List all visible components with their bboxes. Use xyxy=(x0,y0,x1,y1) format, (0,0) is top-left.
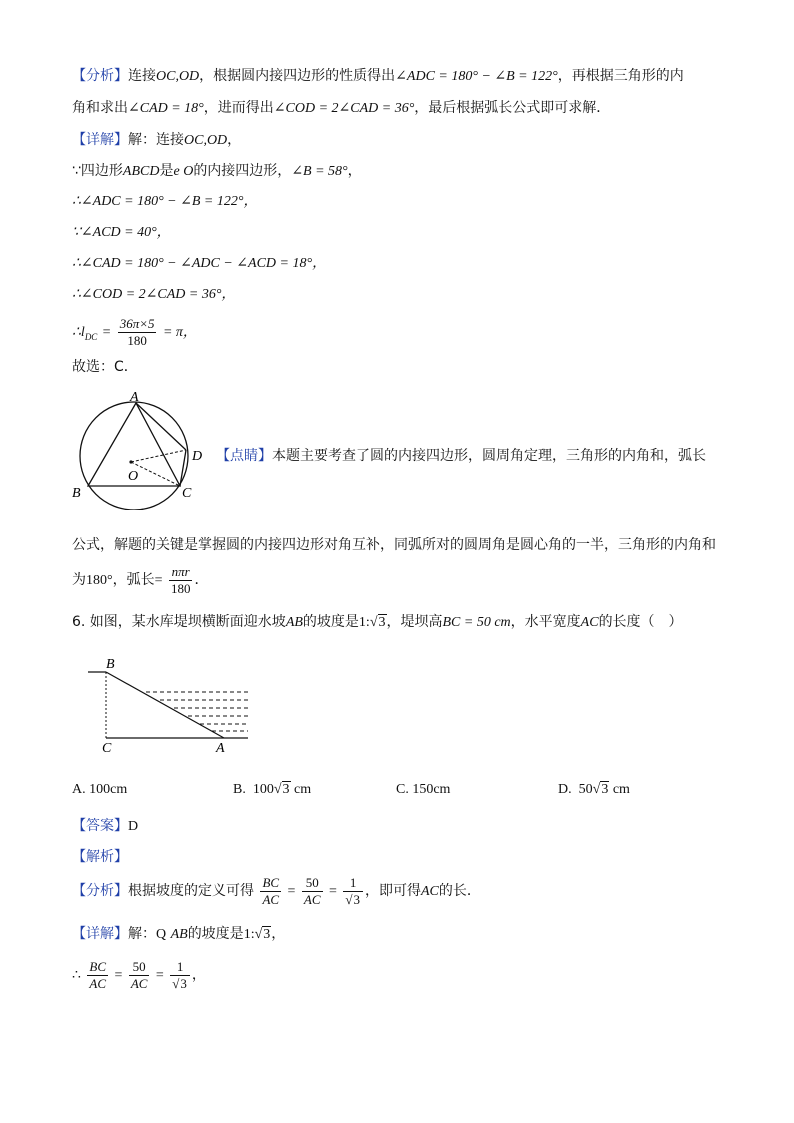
fraction-1-sqrt3 xyxy=(170,959,190,992)
equals: = xyxy=(155,968,164,983)
math-circle-o: e O xyxy=(173,164,194,179)
analysis-tag: 【分析】 xyxy=(72,68,128,84)
answer-tag: 【答案】 xyxy=(72,818,128,834)
option-b[interactable]: B. 100√3 cm xyxy=(233,782,312,797)
math-bc: BC = 50 cm xyxy=(442,615,511,630)
numerator: 1 xyxy=(170,959,190,976)
answer-value: D xyxy=(128,819,139,834)
because-symbol: Q xyxy=(156,927,167,942)
text: ，最后根据弧长公式即可求解． xyxy=(414,100,611,116)
slope-ab xyxy=(106,672,224,738)
fraction-denominator: 180 xyxy=(127,332,147,348)
denominator: √3 xyxy=(345,891,360,907)
math-180: 180° xyxy=(86,573,113,588)
equals: = xyxy=(328,884,337,899)
math-angle-b: ∠B = 58° xyxy=(291,164,348,179)
math-oc-od: OC,OD xyxy=(184,133,228,148)
text: 的长． xyxy=(438,883,481,899)
text: ，根据圆内接四边形的性质得出 xyxy=(199,68,396,84)
option-sqrt: 3 xyxy=(282,782,290,797)
label-c: C xyxy=(182,486,192,501)
line-od xyxy=(131,450,186,462)
text: 根据坡度的定义可得 xyxy=(128,883,254,899)
text: ， xyxy=(271,926,286,942)
text: 6. 如图，某水库堤坝横断面迎水坡 xyxy=(72,614,286,630)
label-b: B xyxy=(106,657,115,672)
text: ，堤坝高 xyxy=(386,614,443,630)
analysis-line-1 xyxy=(72,66,684,87)
therefore-sign: ∴ xyxy=(72,325,81,340)
option-a[interactable]: A. 100cm xyxy=(72,782,128,797)
math-ac: AC xyxy=(420,884,439,899)
option-value: 50 xyxy=(578,782,593,797)
text: 的坡度是 xyxy=(187,926,244,942)
label-a: A xyxy=(216,741,225,756)
arc-subscript: DC xyxy=(84,331,98,342)
option-unit: cm xyxy=(612,782,630,797)
math-ac: AC xyxy=(580,615,599,630)
numerator: BC xyxy=(89,958,106,974)
equals: = xyxy=(287,884,296,899)
math-ab: AB xyxy=(285,615,303,630)
fraction-50-ac xyxy=(129,959,150,992)
label-d: D xyxy=(192,449,203,464)
text: 连接 xyxy=(128,68,156,84)
answer-line xyxy=(72,816,138,837)
detail-line-3: ∴∠ADC = 180° − ∠B = 122°， xyxy=(72,194,258,209)
denominator: √3 xyxy=(172,975,187,991)
text: ，进而得出 xyxy=(203,100,274,116)
text: 本题主要考查了圆的内接四边形，圆周角定理，三角形的内角和，弧长 xyxy=(272,448,706,464)
math-adc: ∠ADC = 180° − ∠B = 122° xyxy=(395,69,558,84)
numerator: 50 xyxy=(129,959,150,976)
text: ， xyxy=(191,967,206,983)
comment-line-3 xyxy=(72,562,208,599)
fraction-1-sqrt3 xyxy=(343,875,363,908)
math-ratio: 1: xyxy=(243,927,255,942)
text: ，弧长 xyxy=(112,572,155,588)
option-sqrt: 3 xyxy=(601,782,609,797)
text: 解：连接 xyxy=(128,132,184,148)
text: 的坡度是 xyxy=(302,614,359,630)
therefore-sign: ∴ xyxy=(72,968,81,983)
line-oc xyxy=(131,462,180,486)
equals: = xyxy=(101,325,112,340)
center-point xyxy=(129,460,132,463)
denominator: AC xyxy=(262,891,280,907)
math-sqrt3: 3 xyxy=(378,615,386,630)
fraction-50-ac xyxy=(302,875,323,908)
analysis-line-2 xyxy=(72,98,610,119)
option-letter: B. xyxy=(233,782,246,797)
line-dc xyxy=(180,450,186,486)
text: ， xyxy=(347,163,362,179)
denominator: AC xyxy=(303,891,321,907)
jiexi-tag: 【解析】 xyxy=(72,849,128,865)
detail-line-5: ∴∠CAD = 180° − ∠ADC − ∠ACD = 18°， xyxy=(72,256,327,271)
dam-figure xyxy=(82,652,262,756)
comment-line-1 xyxy=(216,446,706,466)
numerator: 1 xyxy=(343,875,363,892)
detail-line-6: ∴∠COD = 2∠CAD = 36°， xyxy=(72,287,236,302)
text: ，再根据三角形的内 xyxy=(557,68,684,84)
choose-line: 故选：C． xyxy=(72,359,138,375)
circle-o xyxy=(80,402,188,510)
fraction-arc-formula xyxy=(169,564,193,597)
label-o: O xyxy=(128,469,139,484)
option-d[interactable]: D. 50√3 cm xyxy=(558,782,630,797)
question-6: 6. 如图，某水库堤坝横断面迎水坡AB的坡度是1:√3，堤坝高BC = 50 cm，水平宽度AC的长度（ ） xyxy=(72,614,683,630)
math-ab: AB xyxy=(170,927,188,942)
detail-line-1 xyxy=(72,130,241,151)
result: = π， xyxy=(162,325,197,340)
fraction-numerator: nπr xyxy=(169,564,193,581)
equals: = xyxy=(114,968,123,983)
math-ratio: 1: xyxy=(358,615,370,630)
option-letter: D. xyxy=(558,782,572,797)
text: 为 xyxy=(72,572,86,588)
detail-line-4: ∵∠ACD = 40°， xyxy=(72,225,171,240)
equals: = xyxy=(154,573,163,588)
detail-line-7 xyxy=(72,314,197,355)
math-abcd: ABCD xyxy=(122,164,160,179)
circle-figure xyxy=(68,390,208,510)
denominator: AC xyxy=(130,975,148,991)
text: ． xyxy=(194,572,209,588)
sqrt-value: 3 xyxy=(353,891,360,907)
detail-tag: 【详解】 xyxy=(72,132,128,148)
text: 角和求出 xyxy=(72,100,128,116)
detail2-line-2 xyxy=(72,955,206,996)
detail-line-2 xyxy=(72,161,362,182)
math-cod: ∠COD = 2∠CAD = 36° xyxy=(273,101,415,116)
math-cad: ∠CAD = 18° xyxy=(128,101,204,116)
fraction-numerator: 36π×5 xyxy=(119,315,155,331)
analysis2-line xyxy=(72,872,481,911)
numerator: BC xyxy=(262,874,280,890)
fraction-arc xyxy=(118,316,157,349)
text: ，即可得 xyxy=(364,883,421,899)
sqrt-value: 3 xyxy=(180,975,187,991)
text: ∵四边形 xyxy=(72,163,123,179)
text: 解： xyxy=(128,926,156,942)
denominator: AC xyxy=(89,975,106,991)
text: ， xyxy=(227,132,242,148)
option-c[interactable]: C. 150cm xyxy=(396,782,451,797)
label-a: A xyxy=(130,390,139,405)
numerator: 50 xyxy=(302,875,323,892)
analysis-tag: 【分析】 xyxy=(72,883,128,899)
fraction-bc-ac xyxy=(260,875,281,908)
math-oc-od: OC,OD xyxy=(156,69,200,84)
comment-line-2: 公式，解题的关键是掌握圆的内接四边形对角互补，同弧所对的圆周角是圆心角的一半，三角形的内角和 xyxy=(72,537,716,553)
arc-length-symbol: l xyxy=(80,325,85,340)
option-value: 100 xyxy=(252,782,274,797)
comment-tag: 【点睛】 xyxy=(216,448,272,464)
text: ，水平宽度 xyxy=(510,614,581,630)
text: 的内接四边形， xyxy=(193,163,292,179)
label-b: B xyxy=(72,486,81,501)
text: 的长度（ ） xyxy=(598,614,683,630)
option-unit: cm xyxy=(294,782,312,797)
text: 是 xyxy=(159,163,174,179)
label-c: C xyxy=(102,741,112,756)
fraction-denominator: 180 xyxy=(170,580,191,596)
detail2-line-1: 【详解】解：Q AB的坡度是1:√3， xyxy=(72,926,286,942)
fraction-bc-ac xyxy=(87,959,108,992)
detail-tag: 【详解】 xyxy=(72,926,128,942)
math-sqrt3: 3 xyxy=(263,927,271,942)
